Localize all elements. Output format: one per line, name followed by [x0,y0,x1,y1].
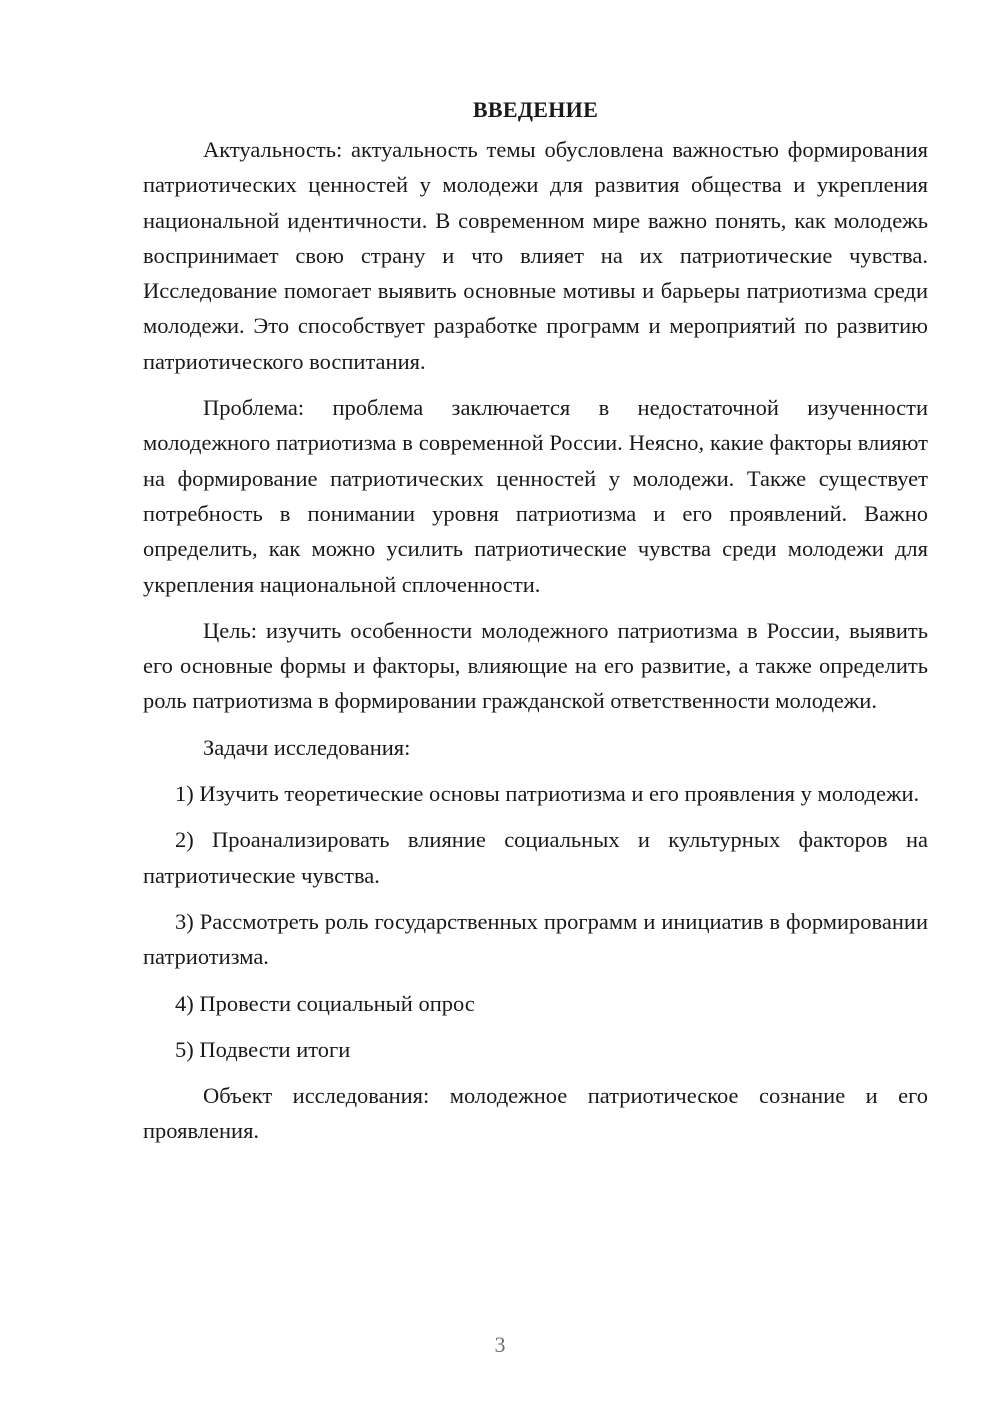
task-item-1: 1) Изучить теоретические основы патриотизма и его проявления у молодежи. [175,781,920,807]
task-item-5: 5) Подвести итоги [175,1036,351,1062]
document-page [143,88,928,1149]
problem-paragraph: Проблема: проблема заключается в недостаточной изученности молодежного патриотизма в современной России. Неясно, какие факторы влияют на формирование патриотических ценностей у молодежи. Также существует потребность в понимании уровня патриотизма и его проявлений. Важно определить, как можно усилить патриотические чувства среди молодежи для укрепления национальной сплоченности. [143,395,928,597]
tasks-title: Задачи исследования: [203,734,411,760]
page-number: 3 [494,1332,506,1357]
goal-paragraph: Цель: изучить особенности молодежного патриотизма в России, выявить его основные формы и факторы, влияющие на его развитие, а также определить роль патриотизма в формировании гражданской ответственности молодежи. [143,617,928,714]
task-item-2: 2) Проанализировать влияние социальных и культурных факторов на патриотические чувства. [143,827,928,888]
task-item-3: 3) Рассмотреть роль государственных программ и инициатив в формировании патриотизма. [143,908,928,970]
section-heading: ВВЕДЕНИЕ [472,97,599,122]
object-paragraph: Объект исследования: молодежное патриотическое сознание и его проявления. [143,1083,928,1144]
relevance-paragraph: Актуальность: актуальность темы обусловлена важностью формирования патриотических ценностей у молодежи для развития общества и укрепления национальной идентичности. В современном мире важно понять, как молодежь воспринимает свою страну и что влияет на их патриотические чувства. Исследование помогает выявить основные мотивы и барьеры патриотизма среди молодежи. Это способствует разработке программ и мероприятий по развитию патриотического воспитания. [143,137,928,374]
task-item-4: 4) Провести социальный опрос [175,990,475,1016]
